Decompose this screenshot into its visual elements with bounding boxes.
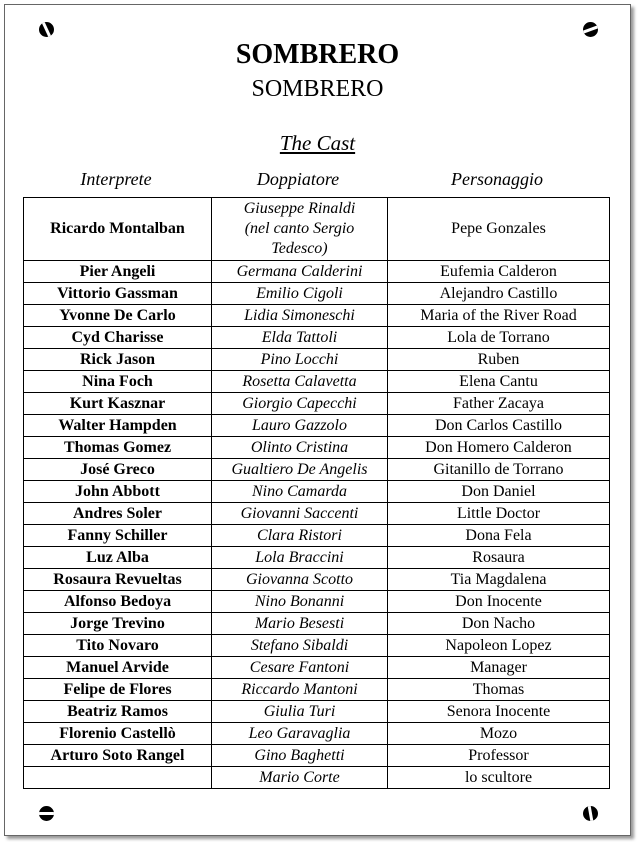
actor-cell: Kurt Kasznar xyxy=(24,393,212,415)
role-cell: lo scultore xyxy=(388,767,610,789)
dubber-line: Tedesco) xyxy=(271,240,328,257)
dubber-cell: Stefano Sibaldi xyxy=(212,635,388,657)
dubber-cell: Lola Braccini xyxy=(212,547,388,569)
role-cell: Don Carlos Castillo xyxy=(388,415,610,437)
dubber-cell: Giovanna Scotto xyxy=(212,569,388,591)
actor-cell xyxy=(24,767,212,789)
table-row xyxy=(24,547,610,569)
table-row xyxy=(24,349,610,371)
dubber-cell: Gino Baghetti xyxy=(212,745,388,767)
table-row xyxy=(24,481,610,503)
actor-cell: Thomas Gomez xyxy=(24,437,212,459)
actor-cell: José Greco xyxy=(24,459,212,481)
role-cell: Pepe Gonzales xyxy=(388,198,610,261)
dubber-cell: Giulia Turi xyxy=(212,701,388,723)
screw-icon xyxy=(583,22,598,37)
page-subtitle: SOMBRERO xyxy=(251,76,384,102)
actor-cell: Rosaura Revueltas xyxy=(24,569,212,591)
role-cell: Senora Inocente xyxy=(388,701,610,723)
actor-cell: Nina Foch xyxy=(24,371,212,393)
dubber-cell: Emilio Cigoli xyxy=(212,283,388,305)
table-row xyxy=(24,415,610,437)
role-cell: Maria of the River Road xyxy=(388,305,610,327)
table-row xyxy=(24,657,610,679)
dubber-cell: Giorgio Capecchi xyxy=(212,393,388,415)
table-row xyxy=(24,198,610,261)
cast-table xyxy=(23,197,610,789)
table-row xyxy=(24,261,610,283)
table-row xyxy=(24,613,610,635)
role-cell: Don Nacho xyxy=(388,613,610,635)
role-cell: Don Daniel xyxy=(388,481,610,503)
table-row xyxy=(24,283,610,305)
column-header-actor: Interprete xyxy=(80,169,152,189)
table-row xyxy=(24,679,610,701)
role-cell: Alejandro Castillo xyxy=(388,283,610,305)
table-row xyxy=(24,371,610,393)
dubber-cell: Elda Tattoli xyxy=(212,327,388,349)
dubber-cell: Gualtiero De Angelis xyxy=(212,459,388,481)
dubber-cell: Lauro Gazzolo xyxy=(212,415,388,437)
dubber-line: Giuseppe Rinaldi xyxy=(243,200,356,217)
role-cell: Manager xyxy=(388,657,610,679)
table-row xyxy=(24,305,610,327)
page-title: SOMBRERO xyxy=(235,39,400,70)
screw-icon xyxy=(39,22,54,37)
role-cell: Eufemia Calderon xyxy=(388,261,610,283)
dubber-cell: Mario Besesti xyxy=(212,613,388,635)
actor-cell: Tito Novaro xyxy=(24,635,212,657)
table-row xyxy=(24,393,610,415)
screw-icon xyxy=(583,806,598,821)
table-row xyxy=(24,327,610,349)
role-cell: Don Homero Calderon xyxy=(388,437,610,459)
actor-cell: Florenio Castellò xyxy=(24,723,212,745)
table-row xyxy=(24,635,610,657)
role-cell: Thomas xyxy=(388,679,610,701)
actor-cell: Felipe de Flores xyxy=(24,679,212,701)
role-cell: Lola de Torrano xyxy=(388,327,610,349)
actor-cell: Pier Angeli xyxy=(24,261,212,283)
actor-cell: Ricardo Montalban xyxy=(24,198,212,261)
column-header-role: Personaggio xyxy=(451,169,543,189)
dubber-cell: Germana Calderini xyxy=(212,261,388,283)
actor-cell: Arturo Soto Rangel xyxy=(24,745,212,767)
actor-cell: John Abbott xyxy=(24,481,212,503)
actor-cell: Cyd Charisse xyxy=(24,327,212,349)
dubber-cell: Giovanni Saccenti xyxy=(212,503,388,525)
table-row xyxy=(24,591,610,613)
actor-cell: Alfonso Bedoya xyxy=(24,591,212,613)
table-row xyxy=(24,503,610,525)
actor-cell: Fanny Schiller xyxy=(24,525,212,547)
actor-cell: Walter Hampden xyxy=(24,415,212,437)
actor-cell: Rick Jason xyxy=(24,349,212,371)
dubber-cell: Cesare Fantoni xyxy=(212,657,388,679)
table-row xyxy=(24,745,610,767)
role-cell: Gitanillo de Torrano xyxy=(388,459,610,481)
role-cell: Don Inocente xyxy=(388,591,610,613)
dubber-cell: Riccardo Mantoni xyxy=(212,679,388,701)
actor-cell: Luz Alba xyxy=(24,547,212,569)
role-cell: Tia Magdalena xyxy=(388,569,610,591)
dubber-cell: Lidia Simoneschi xyxy=(212,305,388,327)
role-cell: Professor xyxy=(388,745,610,767)
dubber-cell: Clara Ristori xyxy=(212,525,388,547)
role-cell: Little Doctor xyxy=(388,503,610,525)
cast-heading: The Cast xyxy=(279,131,356,155)
dubber-cell: Pino Locchi xyxy=(212,349,388,371)
actor-cell: Andres Soler xyxy=(24,503,212,525)
dubber-cell: Nino Bonanni xyxy=(212,591,388,613)
role-cell: Ruben xyxy=(388,349,610,371)
table-row xyxy=(24,701,610,723)
column-header-dubber: Doppiatore xyxy=(256,169,340,189)
table-row xyxy=(24,767,610,789)
actor-cell: Manuel Arvide xyxy=(24,657,212,679)
role-cell: Napoleon Lopez xyxy=(388,635,610,657)
dubber-cell: Nino Camarda xyxy=(212,481,388,503)
dubber-cell: Olinto Cristina xyxy=(212,437,388,459)
role-cell: Rosaura xyxy=(388,547,610,569)
table-row xyxy=(24,723,610,745)
dubber-cell: Mario Corte xyxy=(212,767,388,789)
role-cell: Dona Fela xyxy=(388,525,610,547)
role-cell: Elena Cantu xyxy=(388,371,610,393)
dubber-cell xyxy=(212,198,388,261)
cast-plaque xyxy=(4,4,631,836)
actor-cell: Yvonne De Carlo xyxy=(24,305,212,327)
table-row xyxy=(24,459,610,481)
table-row xyxy=(24,437,610,459)
role-cell: Father Zacaya xyxy=(388,393,610,415)
actor-cell: Vittorio Gassman xyxy=(24,283,212,305)
role-cell: Mozo xyxy=(388,723,610,745)
table-row xyxy=(24,569,610,591)
dubber-cell: Leo Garavaglia xyxy=(212,723,388,745)
actor-cell: Jorge Trevino xyxy=(24,613,212,635)
dubber-line: (nel canto Sergio xyxy=(244,220,355,237)
dubber-cell: Rosetta Calavetta xyxy=(212,371,388,393)
table-row xyxy=(24,525,610,547)
actor-cell: Beatriz Ramos xyxy=(24,701,212,723)
screw-icon xyxy=(39,806,54,821)
